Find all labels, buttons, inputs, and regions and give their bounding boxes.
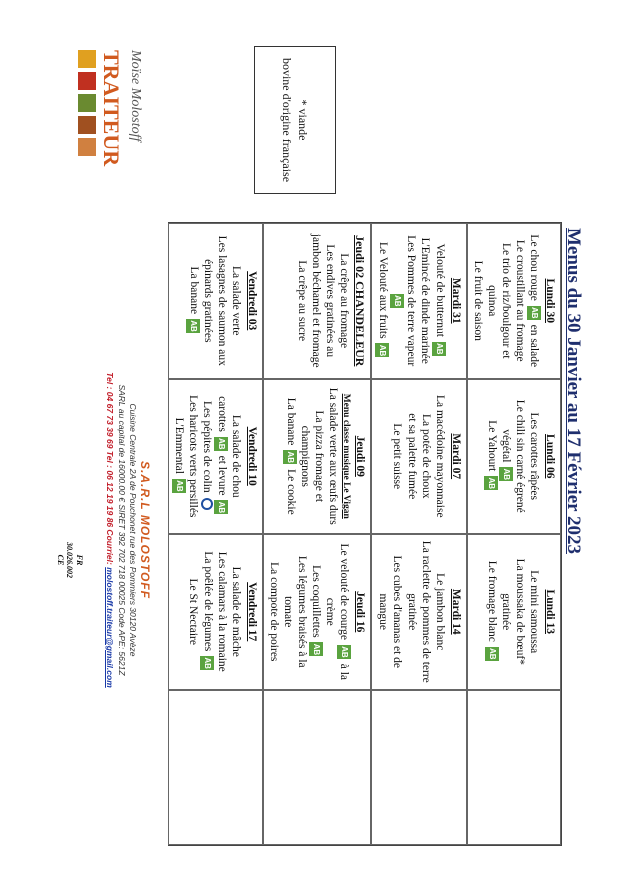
menu-dish: La banane AB [187, 266, 200, 332]
menu-dish: Les carottes râpées [527, 412, 540, 500]
menu-day: Jeudi 02 CHANDELEUR [353, 235, 368, 367]
organic-ab-icon: AB [432, 342, 446, 356]
menu-dish: L'Emincé de dinde marinée [419, 237, 432, 364]
menu-dish: La compote de poires [267, 562, 280, 662]
menu-dish: Le petit suisse [391, 423, 404, 490]
menu-dish: Les coquillettes AB [310, 565, 323, 656]
menu-cell [467, 379, 561, 535]
menu-cell [168, 534, 263, 690]
menu-cell [168, 379, 263, 535]
note-line-1: * viande [296, 99, 311, 141]
company-name: S.A.R.L MOLOSTOFF [138, 461, 152, 599]
menu-dish: Le mini samoussa [527, 570, 540, 654]
organic-ab-icon: AB [214, 437, 228, 451]
menu-day: Lundi 30 [544, 278, 556, 323]
menu-dish: Le croustillant au fromage [513, 239, 526, 362]
menu-cell [467, 690, 561, 846]
menu-dish: Le jambon blanc [433, 573, 446, 651]
organic-ab-icon: AB [485, 647, 499, 661]
menu-day: Vendredi 17 [245, 582, 258, 642]
organic-ab-icon: AB [390, 294, 404, 308]
menu-dish: Les haricots verts persillés [187, 395, 200, 518]
menu-dish: carottes AB et levure AB [215, 396, 228, 514]
organic-ab-icon: AB [186, 319, 200, 333]
menu-dish: La pizza fromage et champignons [298, 410, 325, 503]
menu-dish: La salade de mâche [229, 566, 242, 657]
organic-ab-icon: AB [283, 450, 297, 464]
menu-cell [371, 379, 466, 535]
menu-dish: Les lasagnes de saumon aux épinards gratinées [201, 235, 228, 366]
menu-dish: La salade verte aux œufs durs [326, 387, 339, 525]
menu-day: Lundi 13 [544, 589, 556, 634]
organic-ab-icon: AB [527, 306, 541, 320]
menu-dish: La crêpe au fromage [337, 253, 350, 349]
menu-cell [263, 690, 372, 846]
menu-cell [168, 690, 263, 846]
menu-dish: La potée de choux [419, 413, 432, 499]
menu-cell [467, 534, 561, 690]
menu-day: Vendredi 03 [245, 271, 258, 331]
company-phones: Tel : 04 67 73 39 69 Tel : 06 12 19 19 86 Courriel: [105, 372, 116, 568]
menu-dish: Les légumes braisés à la tomate [281, 555, 308, 668]
traiteur-logo [64, 40, 154, 170]
menu-cell [371, 223, 466, 379]
menu-dish: Les Pommes de terre vapeur AB [390, 228, 418, 374]
note-box [254, 46, 336, 194]
organic-ab-icon: AB [337, 645, 351, 659]
menu-dish: La macédoine mayonnaise [433, 394, 446, 518]
sanitary-stamp [55, 530, 84, 590]
menu-cell [263, 223, 372, 379]
organic-ab-icon: AB [172, 479, 186, 493]
menu-dish: La salade de chou [229, 414, 242, 498]
menu-subtitle: Menu classe musique Le Vigan [341, 393, 352, 519]
menu-day: Jeudi 09 [354, 435, 367, 477]
menu-dish: Le Velouté aux fruits AB [376, 242, 389, 357]
menu-dish: La banane AB Le cookie [284, 397, 297, 515]
menu-dish: Le fruit de saison [471, 260, 484, 341]
menu-dish: Le St Nectaire [187, 578, 200, 645]
menu-dish: La moussaka de bœuf* gratinée [499, 558, 526, 665]
organic-ab-icon: AB [309, 642, 323, 656]
menu-day: Mardi 31 [449, 277, 462, 324]
logo-text: TRAITEUR [99, 50, 124, 167]
menu-dish: Les calamars à la romaine [215, 551, 228, 672]
sustainable-fishing-icon [201, 498, 213, 510]
menu-dish: Le chili sin carné égrené végétal AB [499, 399, 526, 513]
menu-dish: L'Emmental AB [173, 417, 186, 492]
menu-cell [168, 223, 263, 379]
menu-dish: et sa palette fumée [405, 413, 418, 500]
menu-cell [371, 534, 466, 690]
menu-cell [263, 379, 372, 535]
page-title: Menus du 30 Janvier au 17 Février 2023 [563, 228, 584, 554]
stamp-line-2: 30.026.002 [65, 542, 75, 578]
menu-dish: La poêlée de légumes AB [201, 551, 214, 669]
logo-script: Moïse Molostoff [128, 50, 143, 142]
company-contact [105, 300, 115, 760]
menu-dish: Le Yahourt AB [485, 420, 498, 490]
menu-day: Mardi 07 [449, 433, 462, 480]
menu-dish: Le velouté de courge AB à la crème [324, 543, 351, 681]
menu-dish: La crêpe au sucre [295, 260, 308, 342]
stamp-line-3: CE [55, 554, 65, 566]
menu-dish: Le fromage blanc AB [485, 560, 498, 660]
menu-cell [467, 223, 561, 379]
footer [105, 300, 152, 760]
menu-day: Vendredi 10 [245, 426, 258, 486]
menu-dish: Le chou rouge AB en salade [527, 234, 540, 368]
stamp-line-1: FR [75, 554, 84, 566]
menu-dish: Les pépites de colin [200, 384, 214, 530]
menu-dish: La raclette de pommes de terre gratinée [405, 540, 432, 683]
menu-day: Jeudi 16 [354, 591, 367, 633]
company-email[interactable]: molostoff.traiteur@gmail.com [105, 567, 116, 688]
menu-dish: La salade verte [229, 265, 242, 336]
menu-day: Mardi 14 [449, 588, 462, 635]
menu-dish: Le trio de riz/boulgour et quinoa [485, 242, 512, 359]
menu-dish: Les cubes d'ananas et de mangue [377, 555, 404, 669]
organic-ab-icon: AB [484, 476, 498, 490]
menu-dish: Velouté de butternut AB [433, 243, 446, 355]
menu-cell [263, 534, 372, 690]
menu-cell [371, 690, 466, 846]
organic-ab-icon: AB [499, 467, 513, 481]
organic-ab-icon: AB [200, 656, 214, 670]
menu-grid [168, 222, 562, 846]
organic-ab-icon: AB [375, 343, 389, 357]
organic-ab-icon: AB [214, 500, 228, 514]
company-address: Cuisine Centrale 2A de Pouchonet rue des Pommiers 30120 Avèze [128, 403, 138, 657]
company-legal: SARL au capital de 16000.00 € SIRET 392 702 718 00025 Code APE: 5621Z [116, 384, 127, 676]
menu-dish: Les endives gratinées au jambon béchamel et fromage [309, 233, 336, 368]
note-line-2: bovine d'origine française [280, 57, 294, 183]
menu-day: Lundi 06 [544, 434, 556, 479]
